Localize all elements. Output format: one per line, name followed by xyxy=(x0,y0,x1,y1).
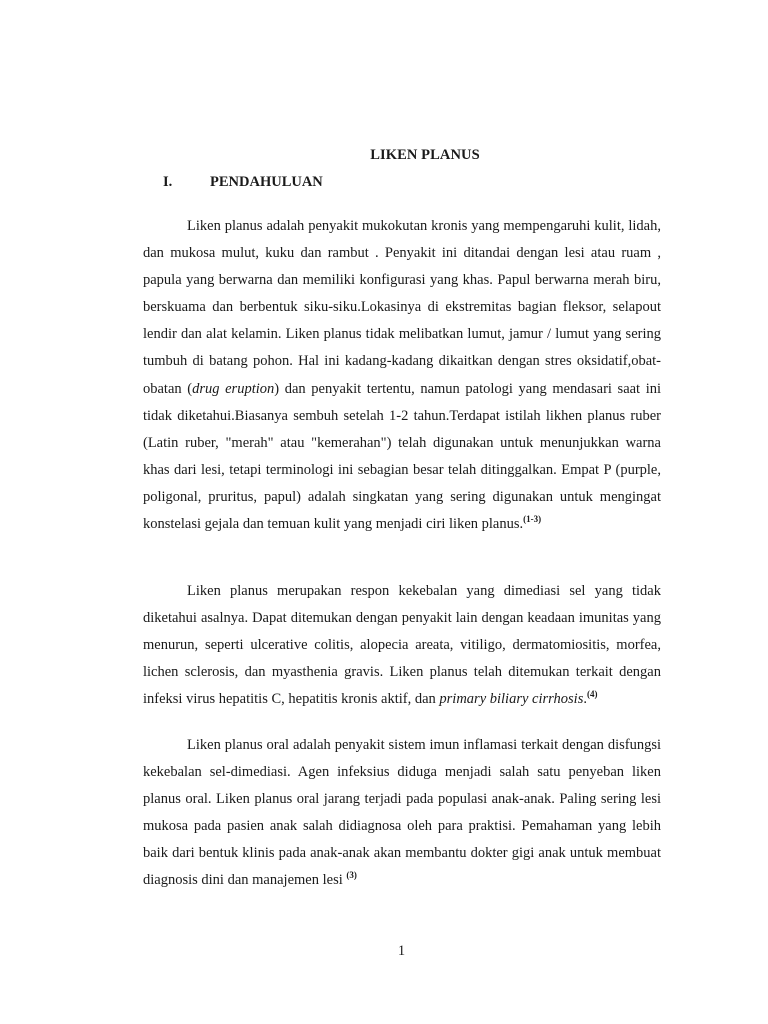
paragraph-3 xyxy=(143,732,661,895)
page-number: 1 xyxy=(397,943,406,959)
paragraph-2 xyxy=(143,578,661,713)
paragraph-1-text-b: ) dan penyakit tertentu, namun patologi yang mendasari saat ini tidak diketahui.Biasanya sembuh setelah 1-2 tahun.Terdapat istilah likhen planus ruber (Latin ruber, "merah" atau "kemerahan") telah digunakan untuk menunjukkan warna khas dari lesi, tetapi terminologi ini sebagian besar telah ditinggalkan. Empat P (purple, poligonal, pruritus, papul) adalah singkatan yang sering digunakan untuk mengingat konstelasi gejala dan temuan kulit yang menjadi ciri liken planus. xyxy=(143,380,662,533)
paragraph-3-citation: (3) xyxy=(346,870,357,881)
section-number: I. xyxy=(163,174,173,190)
paragraph-2-text-b: . xyxy=(583,691,587,708)
paragraph-2-citation: (4) xyxy=(586,689,598,700)
document-title: LIKEN PLANUS xyxy=(370,147,480,163)
paragraph-2-italic-term: primary biliary cirrhosis xyxy=(439,691,584,708)
section-title: PENDAHULUAN xyxy=(210,174,323,190)
paragraph-1-citation: (1-3) xyxy=(523,514,542,525)
paragraph-2-text-a: Liken planus merupakan respon kekebalan yang dimediasi sel yang tidak diketahui asalnya. Dapat ditemukan dengan penyakit lain dengan keadaan imunitas yang menurun, seperti ulcerative colitis, alopecia areata, vitiligo, dermatomiositis, morfea, lichen sclerosis, dan myasthenia gravis. Liken planus telah ditemukan terkait dengan infeksi virus hepatitis C, hepatitis kronis aktif, dan xyxy=(143,583,661,708)
paragraph-3-text: Liken planus oral adalah penyakit sistem imun inflamasi terkait dengan disfungsi kekebalan sel-dimediasi. Agen infeksius diduga menjadi salah satu penyeban liken planus oral. Liken planus oral jarang terjadi pada populasi anak-anak. Paling sering lesi mukosa pada pasien anak salah didiagnosa oleh para praktisi. Pemahaman yang lebih baik dari bentuk klinis pada anak-anak akan membantu dokter gigi anak untuk membuat diagnosis dini dan manajemen lesi xyxy=(143,737,661,889)
paragraph-1-italic-term: drug eruption xyxy=(192,380,275,397)
section-heading xyxy=(163,174,323,191)
paragraph-1-text-a: Liken planus adalah penyakit mukokutan kronis yang mempengaruhi kulit, lidah, dan mukosa mulut, kuku dan rambut . Penyakit ini ditandai dengan lesi atau ruam , papula yang berwarna dan memiliki konfigurasi yang khas. Papul berwarna merah biru, berskuama dan berbentuk siku-siku.Lokasinya di ekstremitas bagian fleksor, selapout lendir dan alat kelamin. Liken planus tidak melibatkan lumut, jamur / lumut yang sering tumbuh di batang pohon. Hal ini kadang-kadang dikaitkan dengan stres oksidatif,obat-obatan ( xyxy=(143,218,661,397)
paragraph-1 xyxy=(143,213,661,538)
